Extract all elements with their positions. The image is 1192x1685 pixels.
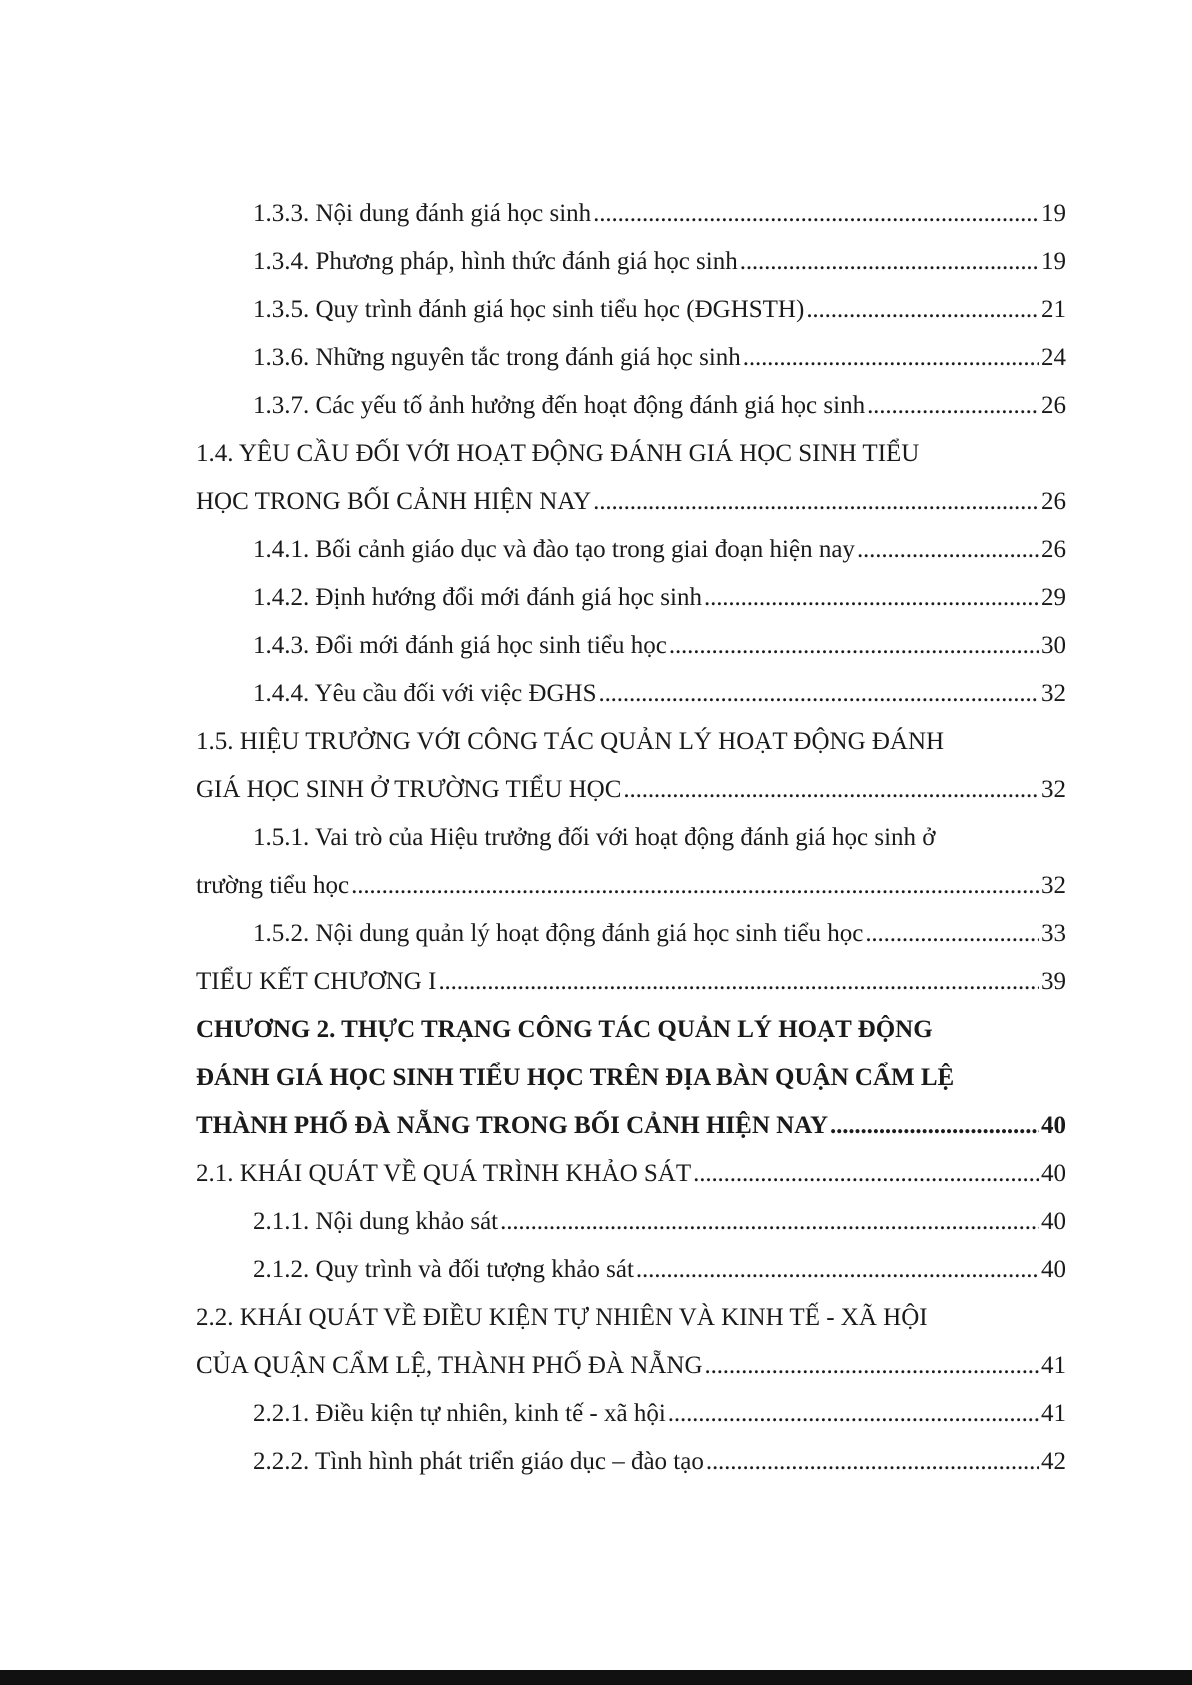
toc-entry-title-line: 1.5.1. Vai trò của Hiệu trưởng đối với hoạt động đánh giá học sinh ở bbox=[253, 824, 936, 851]
toc-entry[interactable] bbox=[196, 430, 1066, 526]
toc-page-number: 21 bbox=[1041, 296, 1066, 323]
toc-entry[interactable] bbox=[196, 958, 1066, 1006]
dot-leader bbox=[867, 382, 1039, 430]
toc-entry-title: 1.4.3. Đổi mới đánh giá học sinh tiểu học bbox=[253, 632, 667, 659]
toc-entry-title: 1.3.4. Phương pháp, hình thức đánh giá học sinh bbox=[253, 248, 738, 275]
toc-page-number: 42 bbox=[1041, 1448, 1066, 1475]
toc-entry-title: trường tiểu học bbox=[196, 872, 350, 899]
dot-leader bbox=[865, 910, 1039, 958]
toc-chapter-entry[interactable] bbox=[196, 1006, 1066, 1150]
toc-page-number: 30 bbox=[1041, 632, 1066, 659]
toc-entry[interactable] bbox=[196, 382, 1066, 430]
toc-entry-title: 1.4.1. Bối cảnh giáo dục và đào tạo trong giai đoạn hiện nay bbox=[253, 536, 855, 563]
toc-page-number: 39 bbox=[1041, 968, 1066, 995]
toc-entry[interactable] bbox=[196, 526, 1066, 574]
dot-leader bbox=[668, 1390, 1039, 1438]
toc-entry[interactable] bbox=[196, 334, 1066, 382]
toc-entry[interactable] bbox=[196, 1246, 1066, 1294]
toc-entry-title: TIỂU KẾT CHƯƠNG I bbox=[196, 968, 437, 995]
toc-page-number: 40 bbox=[1041, 1112, 1066, 1139]
toc-page-number: 26 bbox=[1041, 392, 1066, 419]
toc-page-number: 33 bbox=[1041, 920, 1066, 947]
toc-entry-title-line: 1.5. HIỆU TRƯỞNG VỚI CÔNG TÁC QUẢN LÝ HOẠT ĐỘNG ĐÁNH bbox=[196, 728, 945, 755]
dot-leader bbox=[706, 1438, 1039, 1486]
toc-entry-title: HỌC TRONG BỐI CẢNH HIỆN NAY bbox=[196, 488, 592, 515]
toc-entry[interactable] bbox=[196, 1294, 1066, 1390]
dot-leader bbox=[623, 766, 1039, 814]
toc-page-number: 24 bbox=[1041, 344, 1066, 371]
dot-leader bbox=[857, 526, 1039, 574]
toc-entry-title: 2.1. KHÁI QUÁT VỀ QUÁ TRÌNH KHẢO SÁT bbox=[196, 1160, 692, 1187]
toc-entry-title-line: 2.2. KHÁI QUÁT VỀ ĐIỀU KIỆN TỰ NHIÊN VÀ KINH TẾ - XÃ HỘI bbox=[196, 1304, 928, 1331]
toc-page-number: 19 bbox=[1041, 248, 1066, 275]
dot-leader bbox=[669, 622, 1039, 670]
toc-entry[interactable] bbox=[196, 1150, 1066, 1198]
toc-page-number: 41 bbox=[1041, 1352, 1066, 1379]
dot-leader bbox=[500, 1198, 1039, 1246]
dot-leader bbox=[593, 478, 1039, 526]
toc-entry-title: 1.3.7. Các yếu tố ảnh hưởng đến hoạt động đánh giá học sinh bbox=[253, 392, 866, 419]
dot-leader bbox=[830, 1102, 1039, 1150]
toc-entry[interactable] bbox=[196, 238, 1066, 286]
toc-entry[interactable] bbox=[196, 190, 1066, 238]
toc-page-number: 40 bbox=[1041, 1208, 1066, 1235]
toc-page-number: 32 bbox=[1041, 680, 1066, 707]
toc-entry-title: 1.5.2. Nội dung quản lý hoạt động đánh giá học sinh tiểu học bbox=[253, 920, 864, 947]
dot-leader bbox=[705, 1342, 1040, 1390]
toc-page-number: 40 bbox=[1041, 1160, 1066, 1187]
dot-leader bbox=[593, 190, 1039, 238]
toc-entry-title: 2.2.2. Tình hình phát triển giáo dục – đào tạo bbox=[253, 1448, 704, 1475]
toc-entry[interactable] bbox=[196, 1390, 1066, 1438]
dot-leader bbox=[743, 334, 1039, 382]
toc-entry-title: GIÁ HỌC SINH Ở TRƯỜNG TIỂU HỌC bbox=[196, 776, 622, 803]
table-of-contents bbox=[196, 190, 1066, 1486]
toc-page-number: 29 bbox=[1041, 584, 1066, 611]
toc-entry[interactable] bbox=[196, 574, 1066, 622]
toc-entry[interactable] bbox=[196, 286, 1066, 334]
toc-entry-title: 2.1.1. Nội dung khảo sát bbox=[253, 1208, 499, 1235]
toc-entry[interactable] bbox=[196, 670, 1066, 718]
dot-leader bbox=[598, 670, 1039, 718]
toc-page-number: 32 bbox=[1041, 776, 1066, 803]
dot-leader bbox=[704, 574, 1039, 622]
toc-entry-title: 1.3.6. Những nguyên tắc trong đánh giá học sinh bbox=[253, 344, 741, 371]
dot-leader bbox=[636, 1246, 1039, 1294]
toc-entry[interactable] bbox=[196, 1438, 1066, 1486]
dot-leader bbox=[693, 1150, 1039, 1198]
dot-leader bbox=[740, 238, 1039, 286]
toc-page-number: 41 bbox=[1041, 1400, 1066, 1427]
dot-leader bbox=[351, 862, 1039, 910]
toc-entry-title: 2.1.2. Quy trình và đối tượng khảo sát bbox=[253, 1256, 634, 1283]
toc-entry-title-line: CHƯƠNG 2. THỰC TRẠNG CÔNG TÁC QUẢN LÝ HOẠT ĐỘNG bbox=[196, 1016, 933, 1043]
toc-entry[interactable] bbox=[196, 910, 1066, 958]
toc-page-number: 19 bbox=[1041, 200, 1066, 227]
scan-bottom-edge bbox=[0, 1670, 1192, 1685]
dot-leader bbox=[438, 958, 1039, 1006]
toc-entry[interactable] bbox=[196, 718, 1066, 814]
toc-page-number: 40 bbox=[1041, 1256, 1066, 1283]
toc-entry-title: 2.2.1. Điều kiện tự nhiên, kinh tế - xã hội bbox=[253, 1400, 666, 1427]
toc-entry-title: 1.3.3. Nội dung đánh giá học sinh bbox=[253, 200, 592, 227]
toc-entry[interactable] bbox=[196, 622, 1066, 670]
toc-page-number: 26 bbox=[1041, 536, 1066, 563]
toc-entry-title-line: 1.4. YÊU CẦU ĐỐI VỚI HOẠT ĐỘNG ĐÁNH GIÁ HỌC SINH TIỂU bbox=[196, 440, 920, 467]
toc-entry[interactable] bbox=[196, 814, 1066, 910]
toc-page-number: 26 bbox=[1041, 488, 1066, 515]
toc-entry-title: CỦA QUẬN CẨM LỆ, THÀNH PHỐ ĐÀ NẴNG bbox=[196, 1352, 703, 1379]
toc-entry-title: 1.4.4. Yêu cầu đối với việc ĐGHS bbox=[253, 680, 597, 707]
toc-entry[interactable] bbox=[196, 1198, 1066, 1246]
toc-entry-title: 1.3.5. Quy trình đánh giá học sinh tiểu học (ĐGHSTH) bbox=[253, 296, 805, 323]
dot-leader bbox=[806, 286, 1039, 334]
toc-entry-title: THÀNH PHỐ ĐÀ NẴNG TRONG BỐI CẢNH HIỆN NAY bbox=[196, 1112, 829, 1139]
toc-page-number: 32 bbox=[1041, 872, 1066, 899]
toc-entry-title: 1.4.2. Định hướng đổi mới đánh giá học sinh bbox=[253, 584, 702, 611]
toc-entry-title-line: ĐÁNH GIÁ HỌC SINH TIỂU HỌC TRÊN ĐỊA BÀN QUẬN CẨM LỆ bbox=[196, 1064, 955, 1091]
